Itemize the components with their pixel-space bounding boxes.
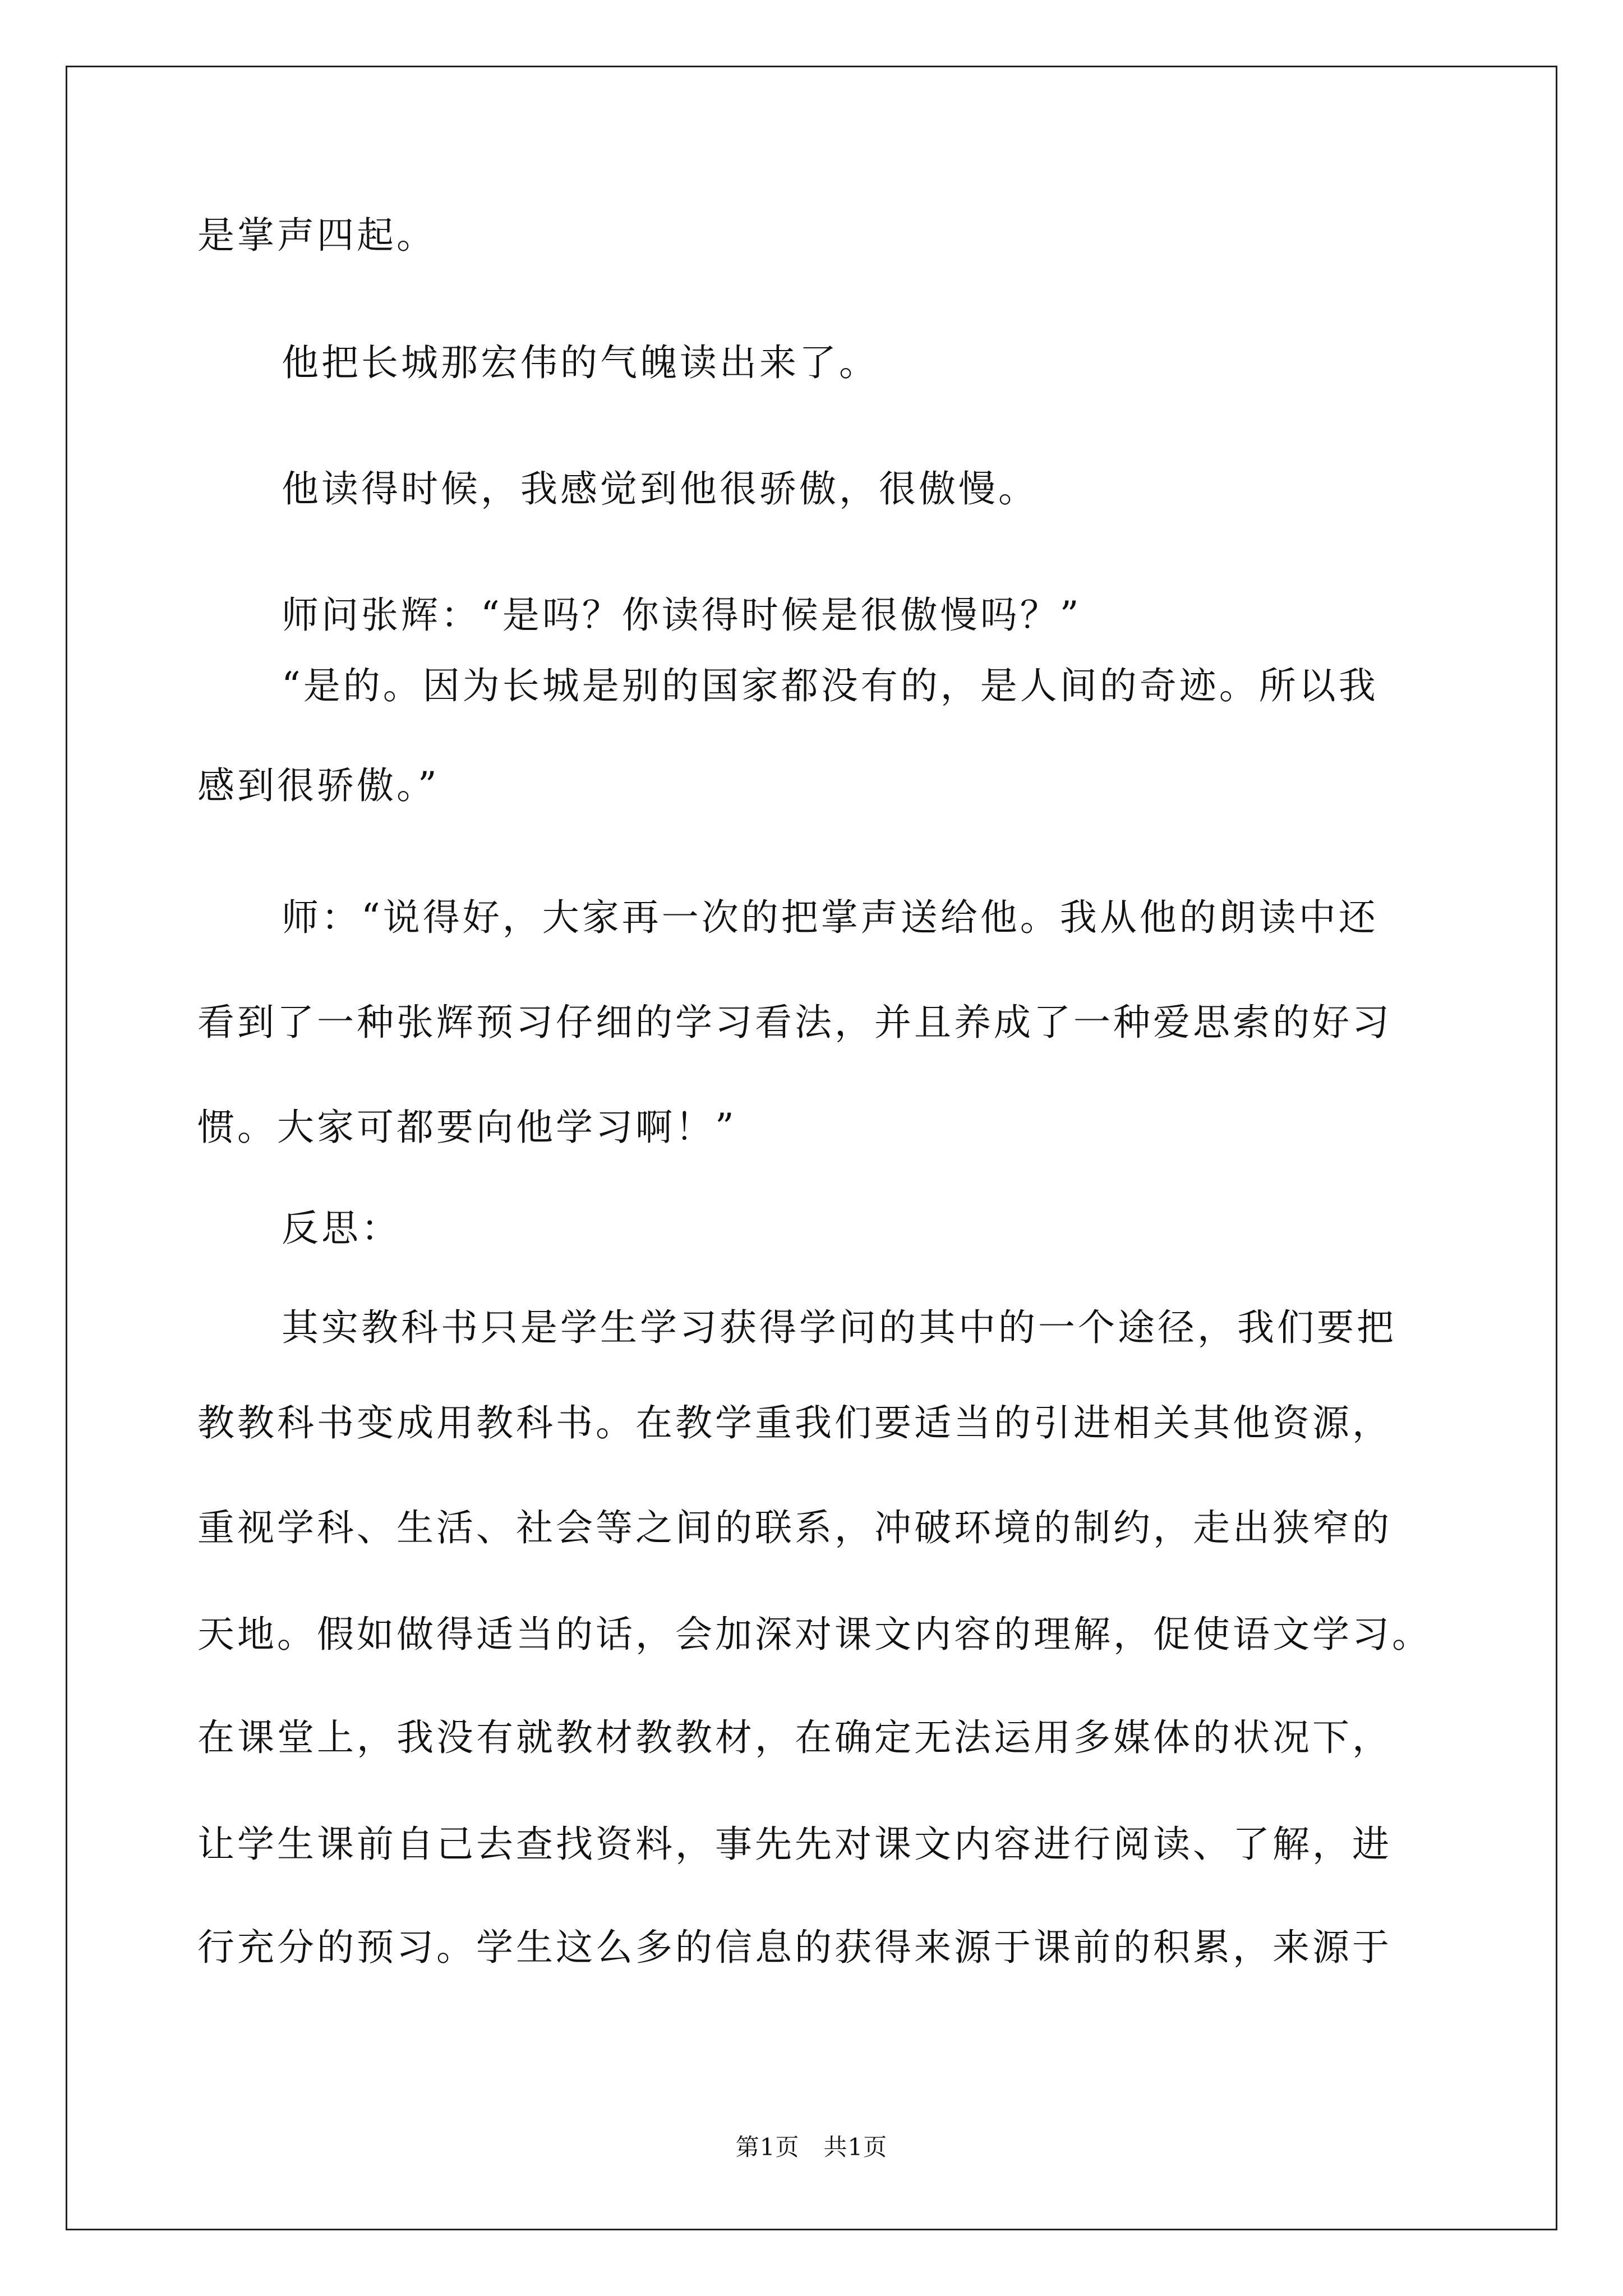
text-line: 师：“说得好，大家再一次的把掌声送给他。我从他的朗读中还 [282, 896, 1378, 939]
text-line: 师问张辉：“是吗？你读得时候是很傲慢吗？” [282, 593, 1082, 637]
text-line: 看到了一种张辉预习仔细的学习看法，并且养成了一种爱思索的好习 [197, 1001, 1392, 1044]
text-line: 是掌声四起。 [197, 214, 436, 257]
text-line: 重视学科、生活、社会等之间的联系，冲破环境的制约，走出狭窄的 [197, 1506, 1392, 1549]
text-line: 行充分的预习。学生这么多的信息的获得来源于课前的积累，来源于 [197, 1926, 1392, 1969]
page-number-footer: 第1页 共1页 [735, 2133, 888, 2161]
text-line: 感到很骄傲。” [197, 764, 440, 807]
text-line: 他读得时候，我感觉到他很骄傲，很傲慢。 [282, 467, 1038, 510]
text-line: 教教科书变成用教科书。在教学重我们要适当的引进相关其他资源， [197, 1401, 1392, 1444]
text-line: 惯。大家可都要向他学习啊！” [197, 1106, 737, 1149]
text-line: 让学生课前自己去查找资料，事先先对课文内容进行阅读、了解，进 [197, 1823, 1392, 1866]
text-line: “是的。因为长城是别的国家都没有的，是人间的奇迹。所以我 [282, 664, 1378, 707]
text-line: 在课堂上，我没有就教材教教材，在确定无法运用多媒体的状况下， [197, 1716, 1392, 1759]
text-line: 他把长城那宏伟的气魄读出来了。 [282, 341, 879, 384]
text-line: 反思： [282, 1207, 401, 1250]
text-line: 其实教科书只是学生学习获得学问的其中的一个途径，我们要把 [282, 1306, 1396, 1349]
text-line: 天地。假如做得适当的话，会加深对课文内容的理解，促使语文学习。 [197, 1613, 1432, 1656]
